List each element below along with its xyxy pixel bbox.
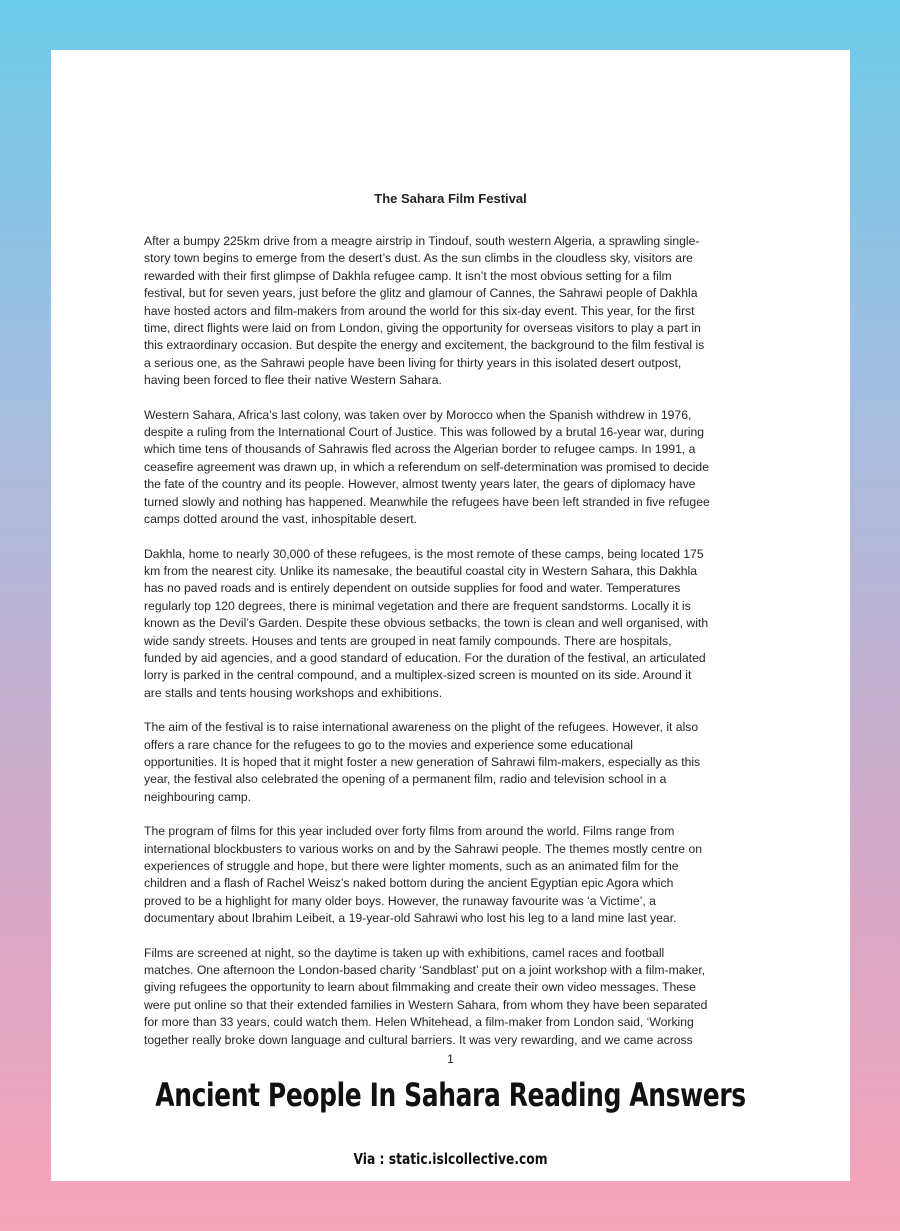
text-line: having been forced to flee their native Western Sahara. [144,373,442,388]
text-line: funded by aid agencies, and a good standard of education. For the duration of the festival, an articulated [144,650,706,665]
paragraph [144,945,764,1049]
text-line: are stalls and tents housing workshops and exhibitions. [144,685,443,700]
text-line: Films are screened at night, so the daytime is taken up with exhibitions, camel races and football [144,945,665,960]
text-line: wide sandy streets. Houses and tents are grouped in neat family compounds. There are hospitals, [144,633,672,648]
text-line: turned slowly and nothing has happened. Meanwhile the refugees have been left stranded in five refugee [144,494,710,509]
text-line: Dakhla, home to nearly 30,000 of these refugees, is the most remote of these camps, being located 175 [144,546,704,561]
document-body [144,233,764,1066]
text-line: for more than 33 years, could watch them. Helen Whitehead, a film-maker from London said, ‘Working [144,1015,694,1030]
text-line: lorry is parked in the central compound, and a multiplex-sized screen is mounted on its side. Around it [144,668,692,683]
text-line: matches. One afternoon the London-based charity ‘Sandblast’ put on a joint workshop with a film-maker, [144,963,706,978]
text-line: km from the nearest city. Unlike its namesake, the beautiful coastal city in Western Sahara, this Dakhla [144,563,697,578]
paragraph [144,823,764,927]
text-line: camps dotted around the vast, inhospitable desert. [144,512,418,527]
text-line: After a bumpy 225km drive from a meagre airstrip in Tindouf, south western Algeria, a sprawling single- [144,234,700,248]
text-line: a serious one, as the Sahrawi people have been living for thirty years in this isolated desert outpost, [144,355,682,370]
text-line: time, direct flights were laid on from London, giving the opportunity for overseas visitors to play a part in [144,321,701,336]
paragraph [144,407,764,529]
text-line: opportunities. It is hoped that it might foster a new generation of Sahrawi film-makers, especially as this [144,754,701,769]
text-line: together really broke down language and cultural barriers. It was very rewarding, and we came across [144,1032,693,1047]
text-line: Western Sahara, Africa’s last colony, was taken over by Morocco when the Spanish withdrew in 1976, [144,407,692,422]
text-line: the fate of the country and its people. However, almost twenty years later, the gears of diplomacy have [144,477,696,492]
paragraph [144,233,764,390]
caption-title: Ancient People In Sahara Reading Answers [155,1076,746,1114]
page-number: 1 [447,1052,454,1066]
text-line: rewarded with their first glimpse of Dakhla refugee camp. It isn’t the most obvious setting for a film [144,268,672,283]
text-line: documentary about Ibrahim Leibeit, a 19-year-old Sahrawi who lost his leg to a land mine last year. [144,911,677,926]
document-card [51,50,850,1181]
text-line: story town begins to emerge from the desert’s dust. As the sun climbs in the cloudless sky, visitors are [144,251,693,266]
text-line: proved to be a highlight for many older boys. However, the runaway favourite was ‘a Victime’, a [144,893,656,908]
text-line: year, the festival also celebrated the opening of a permanent film, radio and television school in a [144,772,667,787]
text-line: ceasefire agreement was drawn up, in which a referendum on self-determination was promised to decide [144,459,709,474]
text-line: have hosted actors and film-makers from around the world for this six-day event. This year, for the first [144,303,695,318]
paragraph [144,546,764,703]
text-line: has no paved roads and is entirely dependent on outside supplies for food and water. Temperatures [144,581,681,596]
text-line: children and a flash of Rachel Weisz’s naked bottom during the ancient Egyptian epic Agora which [144,876,674,891]
text-line: despite a ruling from the International Court of Justice. This was followed by a brutal 16-year war, during [144,425,705,440]
text-line: were put online so that their extended families in Western Sahara, from whom they have been separated [144,997,708,1012]
text-line: experiences of struggle and hope, but there were lighter moments, such as an animated film for the [144,859,679,873]
text-line: regularly top 120 degrees, there is minimal vegetation and there are frequent sandstorms. Locally it is [144,598,691,613]
text-line: offers a rare chance for the refugees to go to the movies and experience some educational [144,737,633,752]
text-line: known as the Devil’s Garden. Despite these obvious setbacks, the town is clean and well organised, with [144,616,709,631]
text-line: neighbouring camp. [144,789,252,804]
text-line: festival, but for seven years, just before the glitz and glamour of Cannes, the Sahrawi people of Dakhla [144,286,698,301]
text-line: which time tens of thousands of Sahrawis fled across the Algerian border to refugee camps. In 1991, a [144,442,696,457]
text-line: this extraordinary occasion. But despite the energy and excitement, the background to the film festival is [144,338,705,353]
paragraph [144,719,764,806]
text-line: international blockbusters to various works on and by the Sahrawi people. The themes mostly centre on [144,841,702,856]
text-line: The program of films for this year included over forty films from around the world. Films range from [144,824,675,839]
source-link[interactable]: Via : static.islcollective.com [353,1150,548,1168]
text-line: The aim of the festival is to raise international awareness on the plight of the refugees. However, it also [144,720,699,735]
text-line: giving refugees the opportunity to learn about filmmaking and create their own video messages. These [144,980,696,995]
document-title: The Sahara Film Festival [374,191,527,206]
